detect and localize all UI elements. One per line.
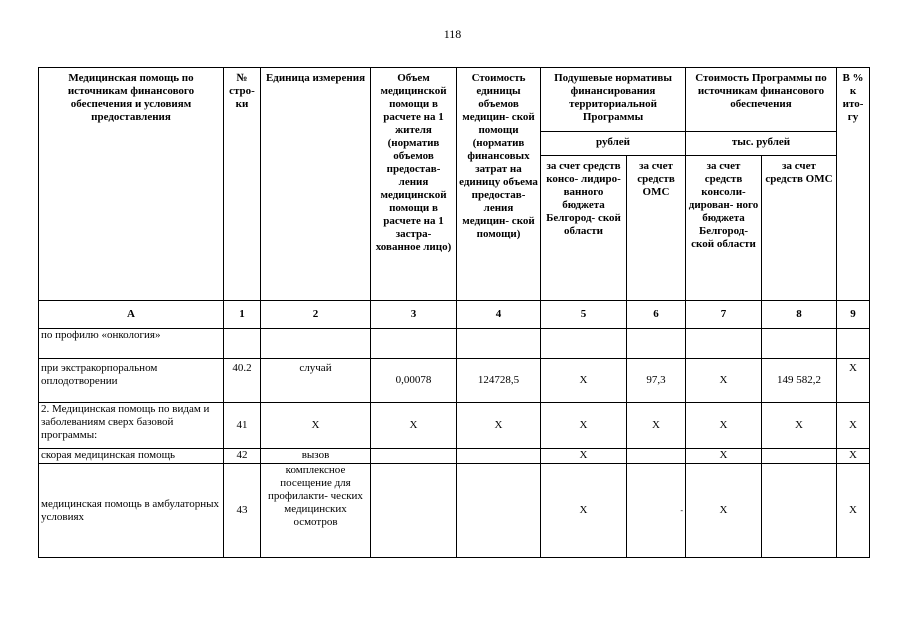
cell-6 bbox=[627, 449, 686, 464]
cell-1 bbox=[224, 329, 261, 359]
page-number: 118 bbox=[443, 27, 462, 41]
cell-8 bbox=[762, 329, 837, 359]
colnum-3: 3 bbox=[371, 301, 457, 329]
colnum-2: 2 bbox=[261, 301, 371, 329]
cell-3: Х bbox=[371, 403, 457, 449]
cell-5: Х bbox=[541, 449, 627, 464]
colnum-a: А bbox=[39, 301, 224, 329]
cell-9: Х bbox=[837, 449, 870, 464]
cell-6: - bbox=[627, 464, 686, 558]
header-unit: Единица измерения bbox=[261, 68, 371, 301]
cell-9: Х bbox=[837, 359, 870, 403]
cell-9: Х bbox=[837, 464, 870, 558]
colnum-4: 4 bbox=[457, 301, 541, 329]
cell-4: 124728,5 bbox=[457, 359, 541, 403]
header-row-number: № стро- ки bbox=[224, 68, 261, 301]
cell-6: Х bbox=[627, 403, 686, 449]
header-per-capita-norms: Подушевые нормативы финансирования территориальной Программы bbox=[541, 68, 686, 132]
header-percent-total: В % к ито- гу bbox=[837, 68, 870, 301]
header-regional-budget-cost: за счет средств консоли- дирован- ного бюджета Белгород- ской области bbox=[686, 156, 762, 301]
header-unit-rubles: рублей bbox=[541, 132, 686, 156]
cell-2: комплексное посещение для профилакти- ческих медицинских осмотров bbox=[261, 464, 371, 558]
header-program-cost: Стоимость Программы по источникам финансового обеспечения bbox=[686, 68, 837, 132]
cell-3 bbox=[371, 464, 457, 558]
cell-1: 42 bbox=[224, 449, 261, 464]
cell-1: 40.2 bbox=[224, 359, 261, 403]
cell-4: Х bbox=[457, 403, 541, 449]
cell-5: Х bbox=[541, 359, 627, 403]
cell-8 bbox=[762, 449, 837, 464]
colnum-1: 1 bbox=[224, 301, 261, 329]
colnum-8: 8 bbox=[762, 301, 837, 329]
cell-a: медицинская помощь в амбулаторных условиях bbox=[39, 464, 224, 558]
table-row bbox=[39, 359, 870, 403]
colnum-9: 9 bbox=[837, 301, 870, 329]
cell-7: Х bbox=[686, 403, 762, 449]
header-source-conditions: Медицинская помощь по источникам финансового обеспечения и условиям предоставления bbox=[39, 68, 224, 301]
cell-4 bbox=[457, 464, 541, 558]
cell-9 bbox=[837, 329, 870, 359]
cell-6: 97,3 bbox=[627, 359, 686, 403]
cell-a: при экстракорпоральном оплодотворении bbox=[39, 359, 224, 403]
cell-4 bbox=[457, 449, 541, 464]
colnum-6: 6 bbox=[627, 301, 686, 329]
cell-7: Х bbox=[686, 359, 762, 403]
cell-5: Х bbox=[541, 464, 627, 558]
cell-8: Х bbox=[762, 403, 837, 449]
financing-table bbox=[38, 67, 870, 558]
header-volume: Объем медицинской помощи в расчете на 1 жителя (норматив объемов предостав- ления медицинской помощи в расчете на 1 застра- хованное лицо) bbox=[371, 68, 457, 301]
table-row bbox=[39, 464, 870, 558]
cell-7 bbox=[686, 329, 762, 359]
colnum-7: 7 bbox=[686, 301, 762, 329]
header-unit-cost: Стоимость единицы объемов медицин- ской помощи (норматив финансовых затрат на единицу объема предостав- ления медицин- ской помощи) bbox=[457, 68, 541, 301]
table-row bbox=[39, 403, 870, 449]
cell-1: 41 bbox=[224, 403, 261, 449]
header-oms-norm: за счет средств ОМС bbox=[627, 156, 686, 301]
header-regional-budget-norm: за счет средств консо- лидиро- ванного бюджета Белгород- ской области bbox=[541, 156, 627, 301]
cell-2: вызов bbox=[261, 449, 371, 464]
cell-2: Х bbox=[261, 403, 371, 449]
cell-6 bbox=[627, 329, 686, 359]
cell-3: 0,00078 bbox=[371, 359, 457, 403]
cell-5: Х bbox=[541, 403, 627, 449]
cell-2: случай bbox=[261, 359, 371, 403]
cell-7: Х bbox=[686, 464, 762, 558]
cell-a: по профилю «онкология» bbox=[39, 329, 224, 359]
colnum-5: 5 bbox=[541, 301, 627, 329]
cell-3 bbox=[371, 329, 457, 359]
table-row bbox=[39, 329, 870, 359]
cell-5 bbox=[541, 329, 627, 359]
cell-1: 43 bbox=[224, 464, 261, 558]
header-oms-cost: за счет средств ОМС bbox=[762, 156, 837, 301]
cell-8 bbox=[762, 464, 837, 558]
header-unit-thousand-rubles: тыс. рублей bbox=[686, 132, 837, 156]
cell-a: скорая медицинская помощь bbox=[39, 449, 224, 464]
cell-7: Х bbox=[686, 449, 762, 464]
cell-9: Х bbox=[837, 403, 870, 449]
table-row bbox=[39, 449, 870, 464]
cell-2 bbox=[261, 329, 371, 359]
cell-a: 2. Медицинская помощь по видам и заболеваниям сверх базовой программы: bbox=[39, 403, 224, 449]
cell-3 bbox=[371, 449, 457, 464]
cell-8: 149 582,2 bbox=[762, 359, 837, 403]
cell-4 bbox=[457, 329, 541, 359]
